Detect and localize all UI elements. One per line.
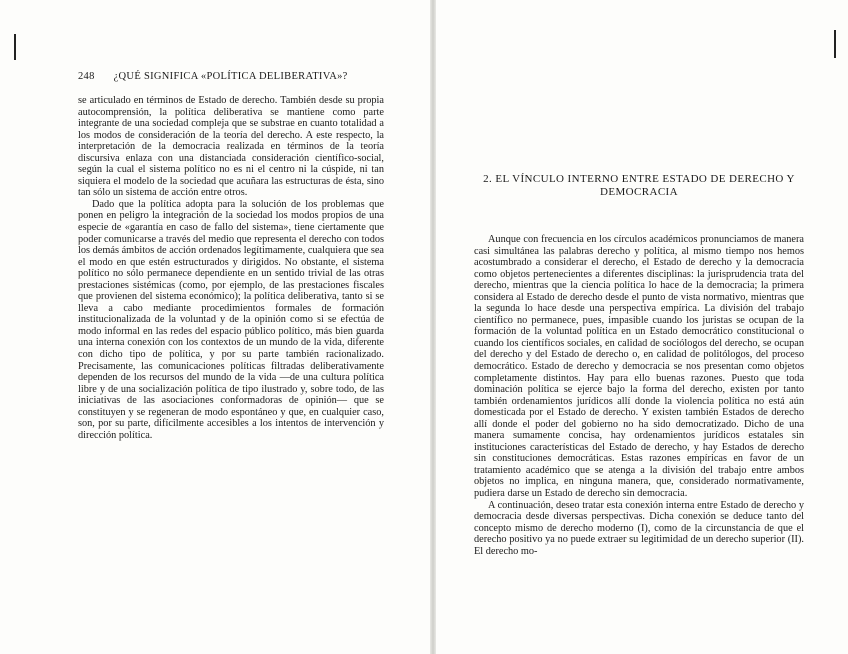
right-page bbox=[436, 0, 848, 654]
paragraph: A continuación, deseo tratar esta conexión interna entre Estado de derecho y democracia desde diversas perspectivas. Dicha conexión se deduce tanto del concepto mismo de derecho moderno (I), como de la circunstancia de que el derecho positivo ya no puede extraer su legitimidad de un derecho superior (II). El derecho mo- bbox=[474, 499, 804, 557]
paragraph: Aunque con frecuencia en los círculos académicos pronunciamos de manera casi simultánea las palabras derecho y política, al mismo tiempo nos hemos acostumbrado a considerar el derecho, el Estado de derecho y la democracia como objetos pertenecientes a diferentes disciplinas: la jurisprudencia trata del derecho, mientras que la ciencia política lo hace de la democracia; la primera considera al Estado de derecho desde el punto de vista normativo, mientras que la segunda lo hace desde una perspectiva empírica. La división del trabajo científico no permanece, pues, impasible cuando los juristas se ocupan de la formación de la voluntad política en un Estado democrático constitucional o cuando los científicos sociales, en calidad de sociólogos del derecho, se ocupan del derecho y del Estado de derecho o, en calidad de politólogos, del proceso democrático. Estado de derecho y democracia se nos presentan como objetos completamente distintos. Hay para ello buenas razones. Puesto que toda dominación política se ejerce bajo la forma del derecho, existen por tanto también ordenamientos jurídicos allí donde la violencia política no está aún domesticada por el Estado de derecho. Y existen también Estados de derecho allí donde el poder del gobierno no ha sido democratizado. Dicho de una manera sumamente concisa, hay ordenamientos jurídicos estatales sin instituciones características del Estado de derecho, y hay Estados de derecho sin constituciones democráticas. Estas razones empíricas en favor de un tratamiento académico que se atenga a la división del trabajo entre ambos objetos no implica, en ninguna manera, que, considerado normativamente, pudiera darse un Estado de derecho sin democracia. bbox=[474, 234, 804, 500]
section-title: 2. EL VÍNCULO INTERNO ENTRE ESTADO DE DERECHO Y DEMOCRACIA bbox=[483, 173, 795, 198]
paragraph: Dado que la política adopta para la solución de los problemas que ponen en peligro la integración de la sociedad los modos propios de una especie de «garantía en caso de fallo del sistema», tiene ciertamente que poder comunicarse a través del medio que representa el derecho con todos los demás ámbitos de acción ordenados legítimamente, cualquiera que sea el modo en que estén estructurados y dirigidos. No obstante, el sistema político no sólo permanece dependiente en un sentido trivial de las otras prestaciones sistémicas (como, por ejemplo, de las prestaciones fiscales que provienen del sistema económico); la política deliberativa, tanto si se lleva a cabo mediante procedimientos formales de formación institucionalizada de la voluntad y de la opinión como si se efectúa de modo informal en las redes del espacio público político, más bien guarda una interna conexión con los contextos de un mundo de la vida, diferente con dicho tipo de política, y por su parte también racionalizado. Precisamente, las comunicaciones políticas filtradas deliberativamente dependen de los recursos del mundo de la vida —de una cultura política libre y de una socialización política de tipo ilustrado y, sobre todo, de las iniciativas de las asociaciones conformadoras de opinión— que se constituyen y se regeneran de modo espontáneo y que, en cualquier caso, son, por su parte, difícilmente accesibles a los intentos de intervención y dirección política. bbox=[78, 198, 384, 441]
right-page-body bbox=[474, 234, 804, 557]
paragraph: se articulado en términos de Estado de derecho. También desde su propia autocomprensión, la política deliberativa se mantiene como parte integrante de una sociedad compleja que se substrae en cuanto totalidad a los modos de consideración de la teoría del derecho. A este respecto, la interpretación de la democracia realizada en términos de la teoría discursiva enlaza con una distanciada consideración científico-social, según la cual el sistema político no es ni el centro ni la cúspide, ni tan siquiera el modelo de la sociedad que acuñara las estructuras de ésta, sino tan sólo un sistema de acción entre otros. bbox=[78, 95, 384, 199]
running-head-title: ¿QUÉ SIGNIFICA «POLÍTICA DELIBERATIVA»? bbox=[113, 71, 348, 82]
crop-mark bbox=[14, 34, 16, 60]
crop-mark bbox=[834, 30, 836, 58]
page-number: 248 bbox=[78, 71, 95, 82]
left-page-body bbox=[78, 95, 384, 441]
running-header bbox=[78, 71, 348, 82]
